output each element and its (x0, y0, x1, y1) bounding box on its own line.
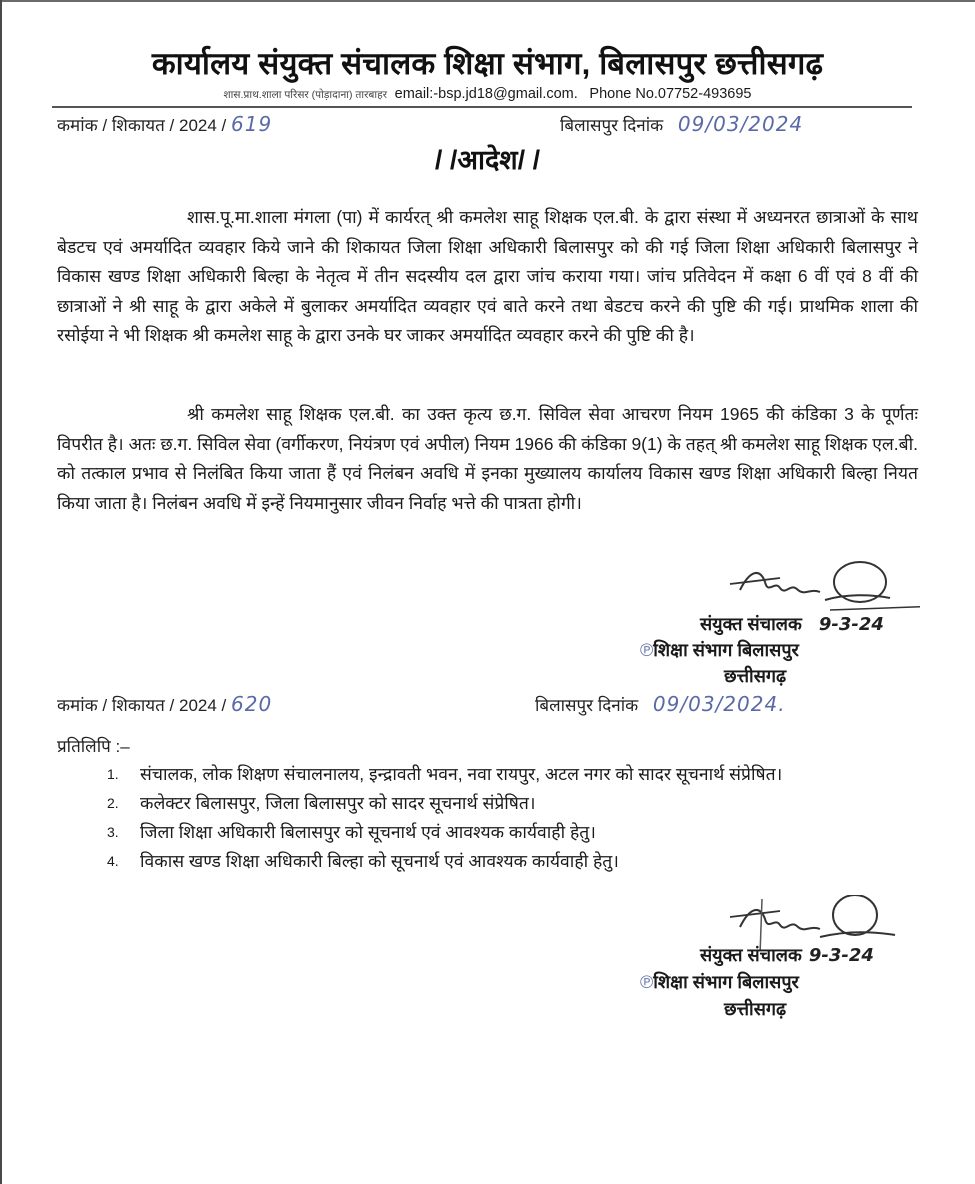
order-reference (57, 112, 272, 136)
designation-text: संयुक्त संचालक (700, 614, 802, 634)
letterhead-title: कार्यालय संयुक्त संचालक शिक्षा संभाग, बिलासपुर छत्तीसगढ़ (151, 46, 824, 81)
copy-to-label: प्रतिलिपि :– (57, 737, 130, 756)
handwritten-signature-icon (720, 560, 920, 615)
signatory-office (640, 970, 799, 994)
signed-date: 9-3-24 (808, 945, 874, 966)
signature-block-1 (640, 560, 940, 690)
list-item (107, 847, 897, 876)
list-text: संचालक, लोक शिक्षण संचालनालय, इन्द्रावती भवन, नवा रायपुर, अटल नगर को सादर सूचनार्थ संप्रेषित। (140, 764, 783, 784)
copy-ref-prefix: कमांक / शिकायत / 2024 / (57, 696, 227, 715)
signature-block-2 (640, 895, 940, 1025)
order-paragraph-1 (57, 203, 918, 351)
order-paragraph-2 (57, 400, 918, 518)
list-number: 1. (107, 766, 119, 782)
copy-recipient-list (107, 760, 897, 876)
signatory-office (640, 638, 799, 662)
copy-reference (57, 692, 272, 716)
page-border-left (0, 0, 2, 1184)
stamp-mark-icon: ℗ (640, 640, 654, 660)
order-date-line (560, 112, 803, 136)
order-ref-prefix: कमांक / शिकायत / 2024 / (57, 116, 227, 135)
handwritten-signature-icon (720, 895, 920, 950)
page-border-top (0, 0, 975, 2)
signatory-state: छत्तीसगढ़ (724, 999, 787, 1019)
stamp-mark-icon: ℗ (640, 972, 654, 992)
order-place-date-label: बिलासपुर दिनांक (560, 116, 664, 135)
list-item (107, 760, 897, 789)
list-text: कलेक्टर बिलासपुर, जिला बिलासपुर को सादर सूचनार्थ संप्रेषित। (140, 793, 536, 813)
office-text: शिक्षा संभाग बिलासपुर (653, 972, 799, 992)
signatory-state: छत्तीसगढ़ (724, 666, 787, 686)
letterhead-divider (52, 106, 912, 108)
signed-date: 9-3-24 (818, 614, 884, 635)
office-address: शास.प्राथ.शाला परिसर (पोड़ादाना) तारबाहर (223, 89, 387, 101)
signatory-designation (700, 943, 874, 967)
list-text: जिला शिक्षा अधिकारी बिलासपुर को सूचनार्थ एवं आवश्यक कार्यवाही हेतु। (140, 822, 596, 842)
paragraph-text: शास.पू.मा.शाला मंगला (पा) में कार्यरत् श्री कमलेश साहू शिक्षक एल.बी. के द्वारा संस्था में अध्यनरत छात्राओं के साथ बेडटच एवं अमर्यादित व्यवहार किये जाने की शिकायत जिला शिक्षा अधिकारी बिलासपुर को की गई जिला शिक्षा अधिकारी बिलासपुर ने विकास खण्ड शिक्षा अधिकारी बिल्हा के नेतृत्व में तीन सदस्यीय दल द्वारा जांच कराया गया। जांच प्रतिवेदन में कक्षा 6 वीं एवं 8 वीं की छात्राओं ने श्री साहू के द्वारा अकेले में बुलाकर अमर्यादित व्यवहार एवं बाते करने तथा बेडटच करने की पुष्टि की गई। प्राथमिक शाला की रसोईया ने भी शिक्षक श्री कमलेश साहू के द्वारा उनके घर जाकर अमर्यादित व्यवहार करने की पुष्टि की है। (57, 207, 918, 346)
office-phone: Phone No.07752-493695 (589, 86, 752, 102)
copy-ref-number: 620 (231, 692, 273, 716)
copy-date-line (535, 692, 786, 716)
list-number: 4. (107, 853, 119, 869)
list-number: 2. (107, 795, 119, 811)
paragraph-text: श्री कमलेश साहू शिक्षक एल.बी. का उक्त कृत्य छ.ग. सिविल सेवा आचरण नियम 1965 की कंडिका 3 के पूर्णतः विपरीत है। अतः छ.ग. सिविल सेवा (वर्गीकरण, नियंत्रण एवं अपील) नियम 1966 की कंडिका 9(1) के तहत् श्री कमलेश साहू शिक्षक एल.बी. को तत्काल प्रभाव से निलंबित किया जाता हैं एवं निलंबन अवधि में इनका मुख्यालय कार्यालय विकास खण्ड शिक्षा अधिकारी बिल्हा नियत किया जाता है। निलंबन अवधि में इन्हें नियमानुसार जीवन निर्वाह भत्ते की पात्रता होगी। (57, 404, 918, 513)
designation-text: संयुक्त संचालक (700, 945, 802, 965)
order-date: 09/03/2024 (677, 112, 804, 136)
office-email: email:-bsp.jd18@gmail.com. (394, 86, 578, 102)
list-number: 3. (107, 824, 119, 840)
signatory-designation (700, 612, 884, 636)
copy-date: 09/03/2024. (652, 692, 786, 716)
order-ref-number: 619 (231, 112, 273, 136)
office-text: शिक्षा संभाग बिलासपुर (653, 640, 799, 660)
order-title: / /आदेश/ / (434, 145, 541, 175)
list-item (107, 818, 897, 847)
letterhead-contact (0, 86, 975, 102)
list-item (107, 789, 897, 818)
copy-place-date-label: बिलासपुर दिनांक (535, 696, 639, 715)
list-text: विकास खण्ड शिक्षा अधिकारी बिल्हा को सूचनार्थ एवं आवश्यक कार्यवाही हेतु। (140, 851, 619, 871)
